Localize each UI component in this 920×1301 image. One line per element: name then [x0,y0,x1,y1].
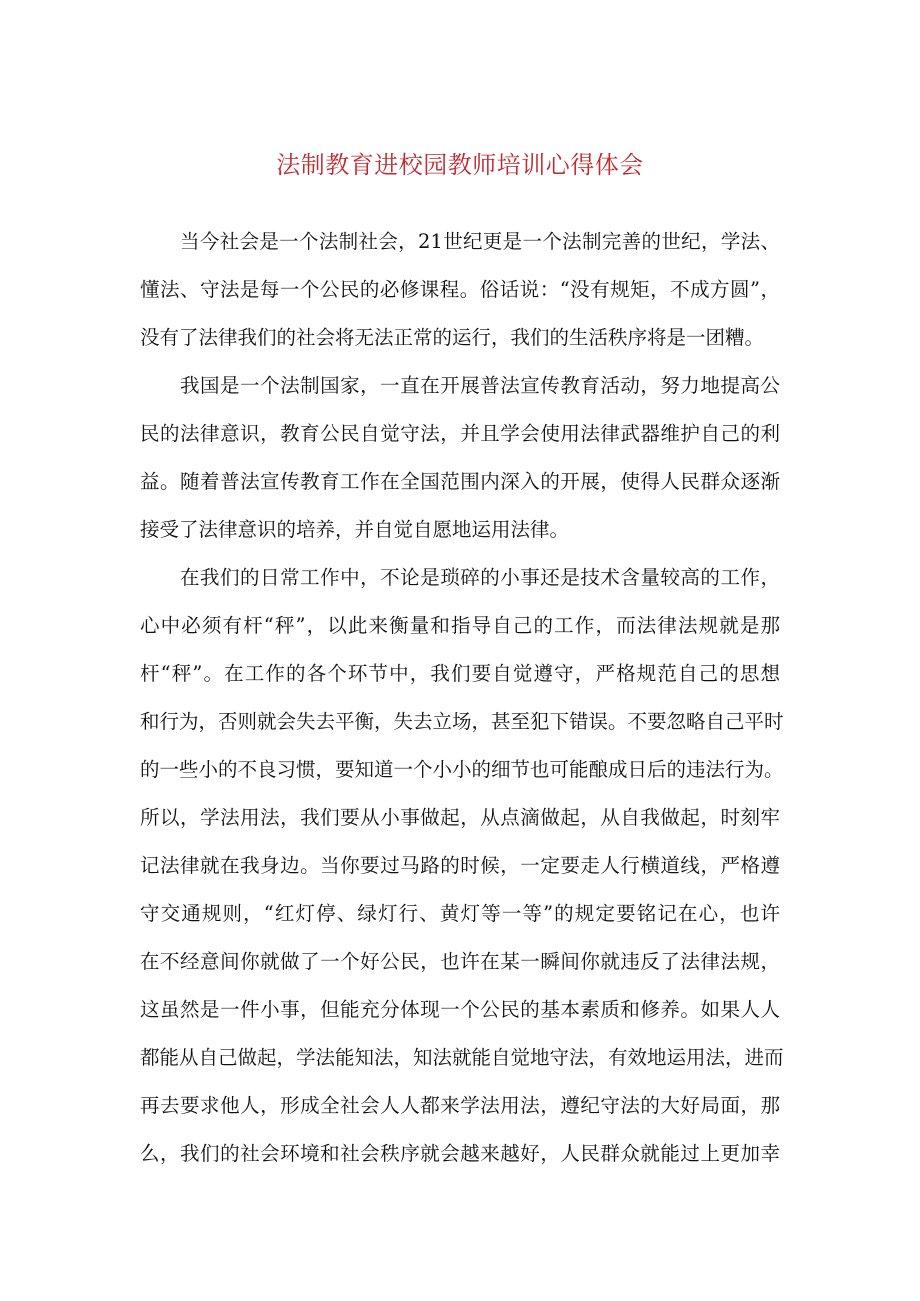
body-text-line: 民的法律意识，教育公民自觉守法，并且学会使用法律武器维护自己的利 [140,422,780,445]
body-text-line: 记法律就在我身边。当你要过马路的时候，一定要走人行横道线，严格遵 [140,854,780,877]
body-text-line: 我国是一个法制国家，一直在开展普法宣传教育活动，努力地提高公 [180,374,780,397]
body-text-line: 在不经意间你就做了一个好公民，也许在某一瞬间你就违反了法律法规， [140,950,780,973]
body-text-line: 没有了法律我们的社会将无法正常的运行，我们的生活秩序将是一团糟。 [140,326,765,349]
body-text-line: 当今社会是一个法制社会，21世纪更是一个法制完善的世纪，学法、 [180,230,780,253]
body-text-line: 的一些小的不良习惯，要知道一个小小的细节也可能酿成日后的违法行为。 [140,758,784,781]
body-text-line: 再去要求他人，形成全社会人人都来学法用法，遵纪守法的大好局面，那 [140,1094,780,1117]
body-text-line: 所以，学法用法，我们要从小事做起，从点滴做起，从自我做起，时刻牢 [140,806,780,829]
body-text-line: 接受了法律意识的培养，并自觉自愿地运用法律。 [140,518,570,541]
body-text-line: 都能从自己做起，学法能知法，知法就能自觉地守法，有效地运用法，进而 [140,1046,784,1069]
page-title: 法制教育进校园教师培训心得体会 [276,151,644,179]
body-text-line: 益。随着普法宣传教育工作在全国范围内深入的开展，使得人民群众逐渐 [140,470,780,493]
body-text-line: 杆“秤”。在工作的各个环节中，我们要自觉遵守，严格规范自己的思想 [140,662,780,685]
body-text-line: 这虽然是一件小事，但能充分体现一个公民的基本素质和修养。如果人人 [140,998,780,1021]
body-text-line: 在我们的日常工作中，不论是琐碎的小事还是技术含量较高的工作， [180,566,780,589]
body-text-line: 么，我们的社会环境和社会秩序就会越来越好，人民群众就能过上更加幸 [140,1142,780,1165]
body-text-line: 懂法、守法是每一个公民的必修课程。俗话说：“没有规矩，不成方圆”， [140,278,780,301]
body-text-line: 心中必须有杆“秤”，以此来衡量和指导自己的工作，而法律法规就是那 [140,614,780,637]
body-text-line: 和行为，否则就会失去平衡，失去立场，甚至犯下错误。不要忽略自己平时 [140,710,784,733]
body-text-line: 守交通规则，“红灯停、绿灯行、黄灯等一等”的规定要铭记在心，也许 [140,902,780,925]
